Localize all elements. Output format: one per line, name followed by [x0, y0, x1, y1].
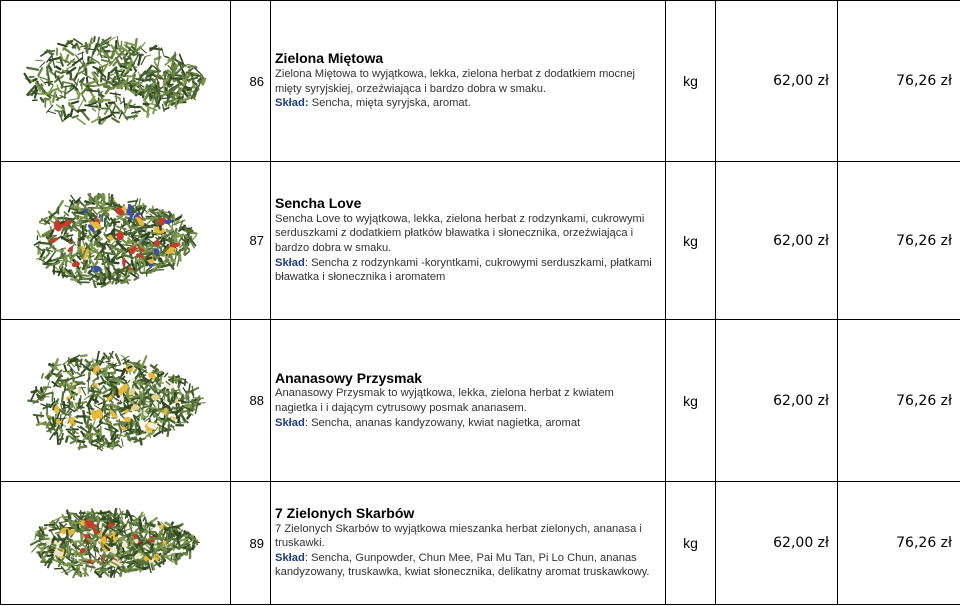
- tea-leaf: [113, 222, 119, 223]
- tea-leaf: [144, 264, 145, 271]
- tea-leaf: [81, 431, 83, 434]
- tea-leaf: [87, 90, 98, 91]
- tea-leaf: [72, 549, 75, 551]
- tea-leaf: [86, 203, 90, 204]
- product-unit: kg: [666, 1, 716, 162]
- tea-leaf: [128, 201, 137, 202]
- ingredients-label: Skład: [275, 256, 305, 269]
- tea-leaf: [100, 571, 101, 575]
- tea-leaf: [79, 559, 87, 560]
- tea-leaf: [88, 361, 92, 363]
- tea-leaf: [94, 405, 101, 409]
- tea-leaf: [114, 46, 115, 50]
- tea-leaf: [47, 380, 49, 386]
- tea-leaf: [69, 79, 74, 80]
- tea-leaf: [64, 49, 73, 55]
- tea-leaf: [97, 283, 104, 284]
- tea-leaf: [55, 111, 61, 112]
- ingredients-label: Skład:: [275, 97, 309, 110]
- product-unit: kg: [666, 482, 716, 605]
- tea-leaf: [78, 399, 80, 407]
- product-description: Zielona Miętowa to wyjątkowa, lekka, zielona herbat z dodatkiem mocnej mięty syryjskiej, orzeźwiająca i bardzo dobra w smaku.: [275, 67, 636, 95]
- tea-leaf: [159, 263, 160, 267]
- tea-leaf: [77, 213, 84, 214]
- tea-leaf: [133, 83, 141, 84]
- tea-leaf: [60, 414, 61, 420]
- tea-leaf: [125, 434, 129, 436]
- table-row: [1, 320, 960, 482]
- tea-leaf: [72, 116, 78, 118]
- tea-leaf: [113, 62, 116, 65]
- product-ingredients: : Sencha z rodzynkami -koryntkami, cukrowymi serduszkami, płatkami bławatka i słonecznika i aromatem: [275, 256, 652, 284]
- tea-leaf: [125, 58, 129, 59]
- tea-leaf: [159, 254, 163, 256]
- product-description: 7 Zielonych Skarbów to wyjątkowa mieszanka herbat zielonych, ananasa i truskawki.: [275, 522, 642, 550]
- tea-leaf: [112, 118, 119, 122]
- product-name: Zielona Miętowa: [275, 50, 384, 67]
- tea-leaf: [117, 36, 119, 47]
- tea-leaves-image: [28, 508, 203, 578]
- tea-leaf: [39, 223, 45, 224]
- product-description: Ananasowy Przysmak to wyjątkowa, lekka, zielona herbat z kwiatem nagietka i i dającym cytrusowy posmak ananasem.: [275, 387, 614, 414]
- tea-leaf: [40, 98, 43, 102]
- tea-leaf: [102, 544, 103, 547]
- tea-leaf: [70, 102, 78, 104]
- table-row: [1, 482, 960, 605]
- tea-leaf: [149, 271, 154, 272]
- tea-leaf: [128, 366, 131, 367]
- tea-leaf: [115, 369, 122, 370]
- tea-leaf: [71, 279, 77, 280]
- product-ingredients: : Sencha, Gunpowder, Chun Mee, Pai Mu Tan, Pi Lo Chun, ananas kandyzowany, truskawka, kwiat słonecznika, delikatny aromat truskawkowy.: [275, 551, 650, 579]
- tea-leaf: [128, 238, 130, 241]
- tea-leaf: [79, 442, 80, 449]
- tea-leaf: [129, 570, 137, 571]
- tea-leaf: [143, 100, 146, 103]
- price-net: 62,00 zł: [716, 162, 838, 320]
- tea-leaf: [56, 71, 61, 73]
- tea-leaf: [132, 64, 136, 71]
- tea-leaf: [78, 94, 79, 98]
- product-image-cell: [1, 162, 231, 320]
- tea-leaf: [77, 118, 85, 124]
- tea-leaf: [98, 239, 102, 241]
- tea-leaf: [164, 373, 167, 376]
- tea-leaf: [125, 116, 136, 118]
- tea-ingredient-piece: [77, 387, 81, 393]
- tea-leaf: [68, 399, 69, 404]
- tea-leaf: [48, 555, 53, 556]
- product-image-cell: [1, 482, 231, 605]
- tea-leaf: [73, 374, 84, 378]
- tea-leaf: [120, 224, 122, 230]
- tea-leaf: [105, 89, 108, 94]
- tea-leaf: [147, 109, 148, 117]
- tea-leaf: [181, 409, 182, 415]
- tea-leaf: [86, 43, 87, 52]
- tea-leaf: [134, 370, 136, 373]
- tea-leaf: [84, 225, 86, 231]
- product-unit: kg: [666, 162, 716, 320]
- tea-leaf: [50, 251, 55, 259]
- price-net: 62,00 zł: [716, 320, 838, 482]
- tea-leaf: [168, 425, 173, 426]
- tea-leaf: [120, 413, 125, 415]
- product-description: Sencha Love to wyjątkowa, lekka, zielona herbat z rodzynkami, cukrowymi serduszkami z dodatkiem płatków bławatka i słonecznika, orzeźwiająca i bardzo dobra w smaku.: [275, 212, 645, 254]
- product-description-cell: [271, 320, 666, 482]
- tea-leaf: [142, 356, 146, 367]
- tea-leaf: [140, 438, 141, 444]
- tea-leaf: [149, 564, 151, 573]
- tea-leaf: [167, 70, 171, 73]
- tea-leaf: [130, 84, 131, 89]
- tea-leaf: [172, 375, 173, 381]
- tea-leaf: [143, 104, 147, 105]
- tea-leaf: [119, 55, 122, 59]
- price-gross: 76,26 zł: [838, 1, 960, 162]
- product-number: 88: [231, 320, 271, 482]
- tea-leaf: [137, 227, 148, 228]
- tea-leaf: [108, 73, 109, 79]
- tea-leaf: [52, 544, 56, 546]
- tea-leaf: [80, 250, 81, 255]
- tea-leaf: [174, 215, 175, 224]
- tea-leaf: [93, 281, 96, 288]
- tea-leaf: [156, 219, 157, 225]
- tea-leaf: [168, 102, 170, 106]
- tea-leaf: [159, 537, 164, 539]
- tea-leaf: [149, 528, 150, 538]
- tea-leaf: [111, 195, 112, 203]
- table-row: [1, 162, 960, 320]
- tea-leaf: [49, 66, 51, 70]
- tea-leaves-image: [26, 351, 206, 451]
- product-name: 7 Zielonych Skarbów: [275, 505, 415, 522]
- tea-leaf: [78, 110, 85, 111]
- tea-leaf: [86, 276, 91, 277]
- tea-leaf: [172, 214, 173, 218]
- tea-leaf: [158, 98, 160, 105]
- tea-leaf: [46, 259, 50, 263]
- tea-leaf: [27, 68, 38, 70]
- tea-leaf: [158, 411, 163, 412]
- tea-leaf: [183, 553, 186, 554]
- tea-leaf: [56, 67, 60, 69]
- tea-ingredient-piece: [151, 394, 159, 401]
- tea-leaf: [31, 392, 35, 400]
- tea-leaf: [100, 564, 106, 565]
- tea-leaf: [138, 55, 140, 65]
- tea-leaf: [130, 419, 131, 428]
- tea-leaf: [82, 241, 84, 246]
- tea-leaf: [75, 382, 84, 384]
- tea-leaf: [108, 208, 112, 209]
- product-description-cell: [271, 162, 666, 320]
- price-gross: 76,26 zł: [838, 482, 960, 605]
- product-ingredients: : Sencha, ananas kandyzowany, kwiat nagietka, aromat: [304, 416, 581, 429]
- tea-leaf: [128, 437, 135, 439]
- tea-leaf: [57, 382, 61, 385]
- tea-leaf: [48, 77, 49, 85]
- tea-leaf: [124, 219, 125, 224]
- product-ingredients: Sencha, mięta syryjska, aromat.: [308, 97, 471, 110]
- ingredients-label: Skład: [275, 416, 305, 429]
- tea-leaf: [49, 100, 51, 106]
- tea-leaf: [146, 262, 148, 265]
- tea-leaf: [99, 218, 100, 222]
- tea-leaf: [119, 64, 128, 65]
- tea-leaf: [99, 512, 109, 514]
- tea-leaf: [141, 254, 148, 255]
- tea-leaf: [39, 250, 40, 254]
- tea-leaf: [166, 523, 171, 526]
- tea-leaf: [77, 441, 83, 442]
- tea-leaf: [80, 373, 83, 375]
- product-number: 89: [231, 482, 271, 605]
- tea-leaf: [174, 75, 181, 76]
- ingredients-label: Skład: [275, 551, 305, 564]
- tea-leaf: [70, 540, 71, 543]
- product-number: 87: [231, 162, 271, 320]
- tea-leaf: [148, 251, 152, 252]
- tea-leaves-image: [31, 193, 201, 288]
- tea-leaf: [164, 108, 168, 110]
- tea-leaf: [62, 106, 64, 116]
- tea-leaf: [97, 394, 103, 399]
- tea-leaf: [135, 199, 137, 206]
- tea-leaf: [83, 66, 84, 71]
- tea-leaf: [82, 534, 83, 541]
- tea-leaves-image: [21, 36, 211, 126]
- tea-leaf: [41, 543, 46, 544]
- tea-leaf: [118, 434, 125, 436]
- tea-leaf: [90, 215, 95, 217]
- tea-leaf: [87, 43, 93, 46]
- tea-leaf: [68, 99, 78, 101]
- tea-leaf: [73, 39, 81, 45]
- tea-leaf: [45, 525, 54, 526]
- tea-leaf: [40, 243, 51, 244]
- tea-leaf: [53, 271, 61, 272]
- tea-leaf: [64, 87, 65, 98]
- tea-leaf: [109, 250, 113, 251]
- tea-leaf: [33, 414, 43, 415]
- tea-leaf: [86, 78, 87, 88]
- tea-leaf: [80, 355, 86, 356]
- tea-leaf: [178, 418, 179, 422]
- product-unit: kg: [666, 320, 716, 482]
- tea-leaf: [55, 251, 63, 252]
- tea-leaf: [89, 86, 97, 87]
- tea-leaf: [75, 402, 86, 404]
- tea-leaf: [115, 509, 116, 516]
- tea-leaf: [46, 538, 50, 539]
- product-name: Sencha Love: [275, 195, 362, 212]
- tea-leaf: [86, 566, 94, 568]
- tea-leaf: [64, 365, 66, 370]
- tea-leaf: [40, 535, 48, 536]
- price-net: 62,00 zł: [716, 482, 838, 605]
- tea-leaf: [63, 273, 65, 276]
- tea-leaf: [106, 361, 110, 362]
- tea-leaf: [47, 111, 55, 114]
- tea-leaf: [123, 555, 132, 557]
- tea-leaf: [111, 442, 112, 446]
- tea-leaf: [49, 58, 60, 61]
- tea-leaf: [150, 48, 162, 49]
- tea-leaf: [49, 432, 53, 439]
- tea-leaf: [164, 57, 168, 58]
- tea-leaf: [48, 61, 51, 65]
- tea-leaf: [75, 553, 76, 557]
- tea-leaf: [39, 62, 44, 67]
- price-gross: 76,26 zł: [838, 162, 960, 320]
- tea-leaf: [121, 282, 126, 283]
- tea-leaf: [52, 56, 55, 67]
- tea-leaf: [105, 220, 106, 229]
- tea-leaf: [109, 74, 113, 76]
- tea-leaf: [103, 390, 106, 393]
- tea-leaf: [112, 537, 113, 544]
- tea-leaf: [141, 57, 145, 65]
- tea-leaf: [121, 438, 123, 445]
- product-image-cell: [1, 320, 231, 482]
- tea-leaf: [80, 233, 85, 234]
- tea-leaf: [41, 373, 42, 377]
- tea-leaf: [62, 392, 63, 402]
- tea-leaf: [103, 554, 104, 561]
- price-gross: 76,26 zł: [838, 320, 960, 482]
- tea-leaf: [115, 354, 119, 364]
- tea-leaf: [92, 108, 95, 111]
- tea-leaf: [50, 86, 53, 90]
- tea-leaf: [146, 55, 150, 56]
- tea-leaf: [60, 222, 63, 224]
- tea-leaf: [106, 369, 107, 376]
- tea-leaf: [148, 220, 152, 223]
- tea-leaf: [82, 111, 89, 119]
- tea-leaf: [78, 247, 79, 251]
- tea-leaf: [119, 424, 122, 432]
- tea-leaf: [85, 266, 86, 272]
- tea-leaf: [58, 379, 68, 380]
- tea-leaf: [57, 432, 58, 443]
- tea-leaf: [37, 394, 39, 396]
- tea-leaf: [64, 551, 65, 556]
- tea-leaf: [103, 385, 105, 389]
- tea-leaf: [36, 416, 38, 424]
- tea-leaf: [80, 202, 84, 206]
- tea-leaf: [67, 531, 68, 539]
- product-image-cell: [1, 1, 231, 162]
- tea-ingredient-piece: [122, 257, 126, 267]
- price-net: 62,00 zł: [716, 1, 838, 162]
- tea-leaf: [41, 387, 42, 391]
- tea-leaf: [55, 72, 56, 78]
- product-description-cell: [271, 482, 666, 605]
- tea-leaf: [139, 529, 143, 531]
- tea-leaf: [140, 566, 141, 571]
- tea-leaf: [113, 209, 116, 211]
- tea-leaf: [32, 100, 36, 101]
- tea-leaf: [56, 532, 60, 533]
- table-row: [1, 1, 960, 162]
- product-name: Ananasowy Przysmak: [275, 369, 423, 386]
- tea-leaf: [59, 521, 69, 523]
- tea-leaf: [143, 517, 145, 521]
- tea-leaf: [141, 380, 146, 382]
- tea-leaf: [141, 272, 149, 273]
- tea-leaf: [110, 93, 120, 95]
- tea-leaf: [63, 82, 72, 84]
- tea-leaf: [117, 71, 123, 72]
- product-number: 86: [231, 1, 271, 162]
- tea-leaf: [140, 107, 143, 111]
- tea-leaf: [170, 78, 181, 79]
- product-description-cell: [271, 1, 666, 162]
- tea-leaf: [167, 230, 171, 231]
- tea-leaf: [143, 398, 144, 403]
- tea-leaf: [94, 37, 95, 41]
- tea-leaf: [147, 258, 151, 259]
- tea-leaf: [123, 98, 124, 107]
- tea-leaf: [66, 437, 67, 442]
- tea-leaf: [162, 104, 164, 111]
- tea-leaf: [87, 364, 92, 365]
- tea-leaf: [96, 196, 97, 208]
- tea-leaf: [168, 393, 169, 402]
- tea-leaf: [134, 278, 138, 280]
- tea-leaf: [85, 105, 97, 107]
- tea-leaf: [63, 371, 71, 372]
